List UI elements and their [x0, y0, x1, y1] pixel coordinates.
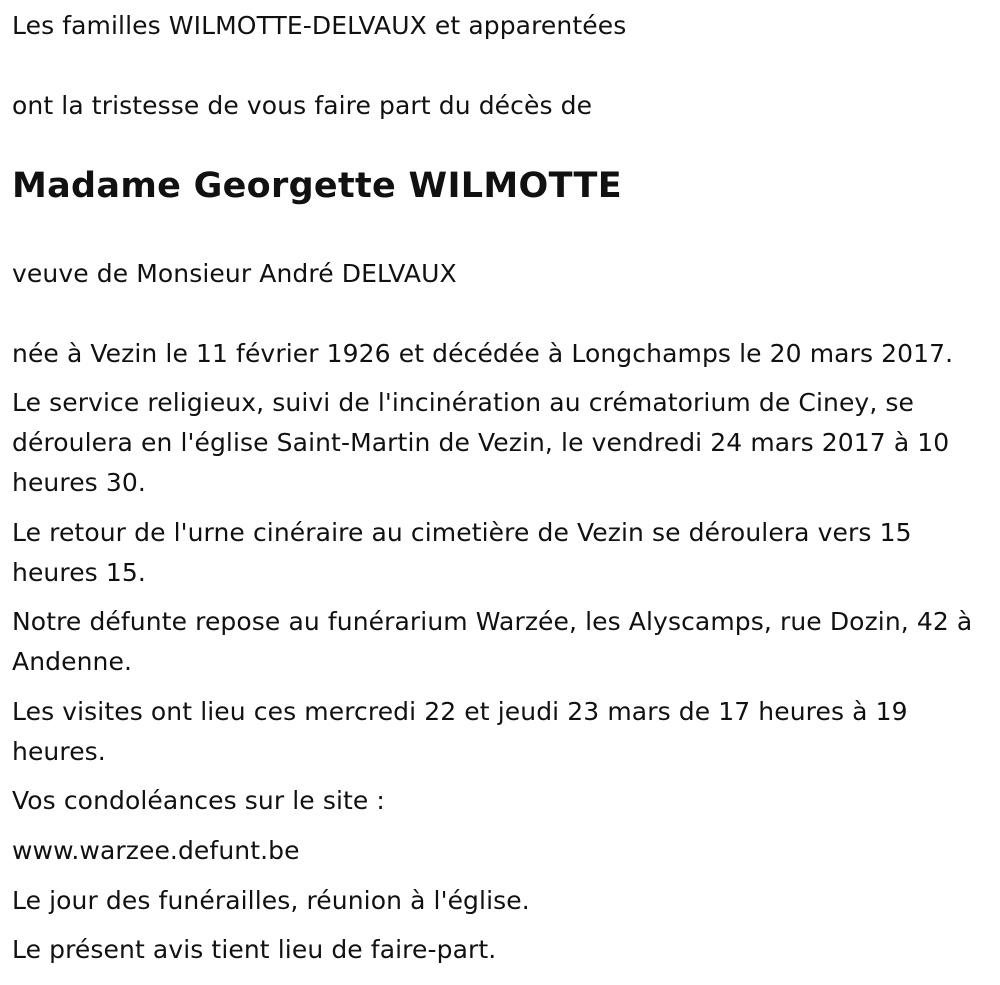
visits-text: Les visites ont lieu ces mercredi 22 et jeudi 23 mars de 17 heures à 19 heures. — [12, 697, 908, 766]
announcement-text: ont la tristesse de vous faire part du décès de — [12, 91, 593, 120]
notice-note: Le présent avis tient lieu de faire-part. — [12, 935, 497, 964]
condolences-label: Vos condoléances sur le site : — [12, 786, 385, 815]
widow-of-text: veuve de Monsieur André DELVAUX — [12, 259, 457, 288]
birth-death-text: née à Vezin le 11 février 1926 et décédée à Longchamps le 20 mars 2017. — [12, 339, 954, 368]
rests-at-text: Notre défunte repose au funérarium Warzée, les Alyscamps, rue Dozin, 42 à Andenne. — [12, 607, 973, 676]
intro-text: Les familles WILMOTTE-DELVAUX et apparentées — [12, 11, 627, 40]
condolences-website: www.warzee.defunt.be — [12, 836, 300, 865]
service-text: Le service religieux, suivi de l'incinération au crématorium de Ciney, se déroulera en l'église Saint-Martin de Vezin, le vendredi 24 mars 2017 à 10 heures 30. — [12, 388, 950, 497]
funeral-day-text: Le jour des funérailles, réunion à l'église. — [12, 886, 530, 915]
urn-return-text: Le retour de l'urne cinéraire au cimetière de Vezin se déroulera vers 15 heures 15. — [12, 518, 912, 587]
deceased-name: Madame Georgette WILMOTTE — [12, 166, 622, 206]
